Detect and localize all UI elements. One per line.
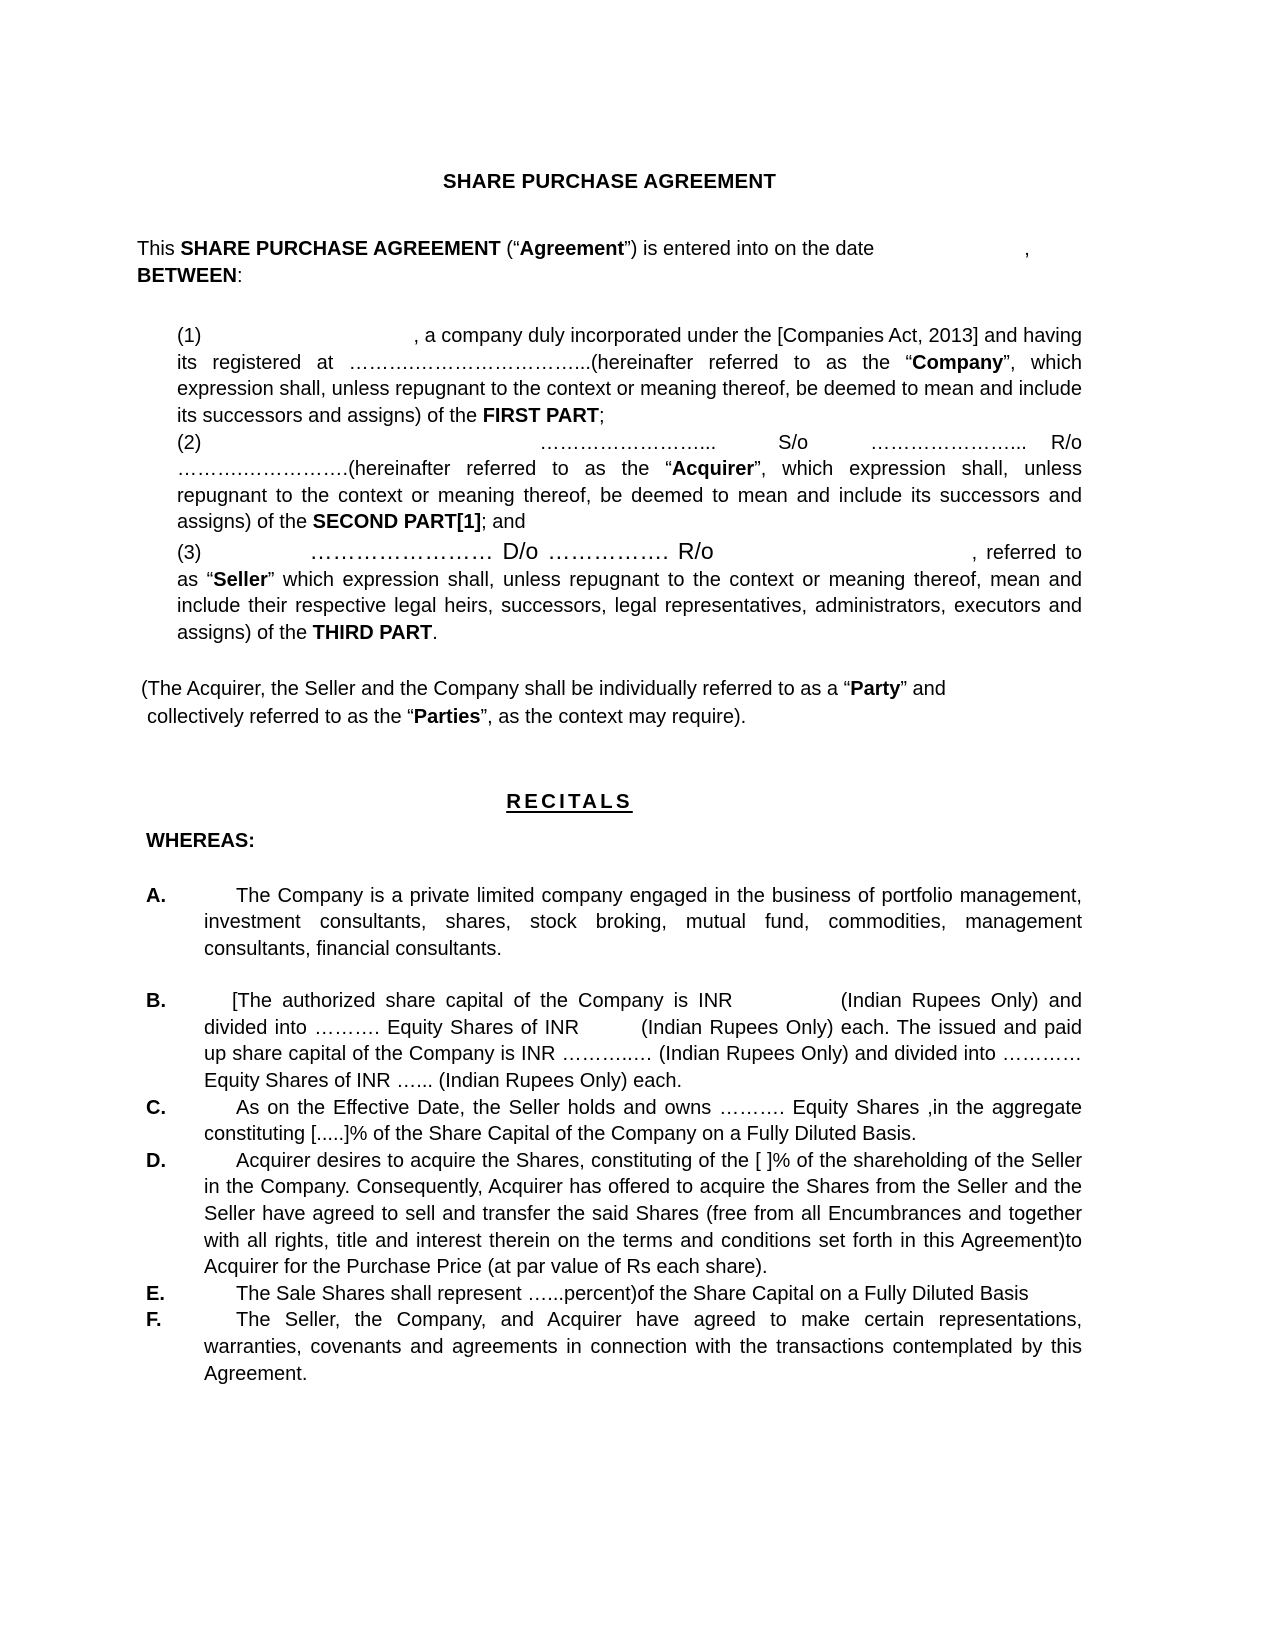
party-1-number: (1)	[177, 325, 202, 348]
intro-text-1: This	[137, 238, 181, 260]
party-2-text-a: (hereinafter referred to as the “	[348, 458, 672, 481]
party-2-text-c: ; and	[481, 511, 526, 534]
recital-b-text	[204, 988, 1082, 1094]
intro-text-3: ”) is entered into on the date	[624, 238, 875, 260]
party-1-defined-term: Company	[912, 351, 1004, 374]
party-1-part-label: FIRST PART	[482, 404, 599, 427]
recital-e-letter: E.	[146, 1282, 165, 1305]
recital-spacer-1	[146, 962, 1082, 988]
party-clause-3	[177, 536, 1082, 646]
party-2-part-label: SECOND PART[1]	[312, 511, 482, 534]
party-3-dots-2: …………….	[547, 537, 669, 564]
party-3-do-label: D/o	[502, 537, 539, 564]
recital-b-text-a: [The authorized share capital of the Company is INR	[232, 990, 733, 1013]
recital-f-text: The Seller, the Company, and Acquirer have agreed to make certain representations, warranties, covenants and agreements in connection with the transactions contemplated by this Agreement.	[204, 1309, 1082, 1385]
recital-item-a	[146, 883, 1082, 963]
parties-list	[177, 323, 1082, 646]
recital-item-d	[146, 1148, 1082, 1281]
party-3-number: (3)	[177, 541, 202, 564]
party-1-text-c: ;	[599, 404, 605, 427]
recital-item-c	[146, 1095, 1082, 1148]
party-3-dots-1: ……………………	[309, 537, 494, 564]
recital-item-b	[146, 988, 1082, 1094]
recital-b-text-b: (Indian Rupees Only) and divided into ………. Equity Shares of INR	[204, 990, 1082, 1039]
party-2-dots-1: ……………………...	[539, 431, 717, 454]
recital-e-text: The Sale Shares shall represent …...percent)of the Share Capital on a Fully Diluted Basis	[236, 1282, 1029, 1305]
intro-defined-term: Agreement	[519, 238, 625, 260]
recital-b-letter: B.	[146, 990, 166, 1013]
recital-c-letter: C.	[146, 1096, 166, 1119]
recital-b-text-c: (Indian Rupees Only) each. The issued and paid up share capital of the Company is INR ………..… (Indian Rupees Only) and divided into ………… Equity Shares of INR …... (Indian Rupees Only) each.	[204, 1016, 1082, 1093]
parties-term: Parties	[413, 705, 481, 728]
party-clause-1	[177, 323, 1082, 429]
party-3-text-b: ” which expression shall, unless repugnant to the context or meaning thereof, mean and include their respective legal heirs, successors, legal representatives, administrators, executors and assigns) of the	[177, 568, 1082, 644]
parties-note-line2-a: collectively referred to as the “	[147, 705, 414, 728]
recital-a-text: The Company is a private limited company engaged in the business of portfolio management, investment consultants, shares, stock broking, mutual fund, commodities, management consultants, financial consultants.	[204, 884, 1082, 960]
party-2-so-label: S/o	[778, 431, 809, 454]
recitals-heading: RECITALS	[506, 789, 633, 813]
recital-c-text: As on the Effective Date, the Seller holds and owns ………. Equity Shares ,in the aggregate constituting [.....]% of the Share Capital of the Company on a Fully Diluted Basis.	[204, 1096, 1082, 1146]
recital-a-letter: A.	[146, 884, 166, 907]
party-3-part-label: THIRD PART	[312, 621, 433, 644]
recital-d-letter: D.	[146, 1149, 166, 1172]
party-3-ro-label: R/o	[677, 537, 714, 564]
intro-text-2: (“	[500, 238, 520, 260]
parties-note-line1-a: (The Acquirer, the Seller and the Company shall be individually referred to as a “	[141, 678, 851, 701]
between-colon: :	[237, 264, 243, 287]
recital-item-e	[146, 1281, 1082, 1308]
party-2-defined-term: Acquirer	[671, 458, 755, 481]
party-2-number: (2)	[177, 431, 202, 454]
party-2-text-b: ”, which expression shall, unless repugnant to the context or meaning thereof, be deemed to mean and include its successors and assigns) of the	[177, 458, 1083, 534]
whereas-label: WHEREAS:	[146, 829, 255, 852]
party-3-defined-term: Seller	[213, 568, 268, 591]
intro-agreement-title: SHARE PURCHASE AGREEMENT	[180, 238, 501, 260]
party-1-text-b: ”, which expression shall, unless repugnant to the context or meaning thereof, be deemed to mean and include its successors and assigns) of the	[177, 351, 1082, 427]
intro-paragraph	[137, 236, 1082, 289]
party-term: Party	[850, 678, 901, 701]
parties-note-line1-b: ” and	[900, 678, 946, 701]
between-label: BETWEEN	[137, 264, 237, 287]
recitals-list	[146, 883, 1082, 1388]
document-body	[137, 170, 1082, 1387]
party-3-text-a: , referred to as “	[177, 541, 1082, 591]
intro-comma: ,	[1024, 238, 1030, 260]
page-title: SHARE PURCHASE AGREEMENT	[442, 170, 777, 193]
recital-item-f	[146, 1307, 1082, 1387]
party-2-dots-3: ……….…………….	[177, 458, 349, 481]
party-clause-2	[177, 430, 1082, 536]
party-3-text-c: .	[432, 621, 438, 644]
party-2-dots-2: …………………...	[870, 431, 1027, 454]
party-1-text-a: , a company duly incorporated under the [Companies Act, 2013] and having its registered at ……….……………………...(hereinafter referred to as the “	[177, 325, 1082, 374]
parties-note-line2-b: ”, as the context may require).	[480, 705, 747, 728]
recital-f-letter: F.	[146, 1309, 162, 1332]
parties-definition-note	[141, 676, 1081, 731]
party-2-ro-label: R/o	[1050, 431, 1082, 454]
recital-d-text: Acquirer desires to acquire the Shares, constituting of the [ ]% of the shareholding of the Seller in the Company. Consequently, Acquirer has offered to acquire the Shares from the Seller and the Seller have agreed to sell and transfer the said Shares (free from all Encumbrances and together with all rights, title and interest therein on the terms and conditions set forth in this Agreement)to Acquirer for the Purchase Price (at par value of Rs each share).	[204, 1149, 1082, 1279]
